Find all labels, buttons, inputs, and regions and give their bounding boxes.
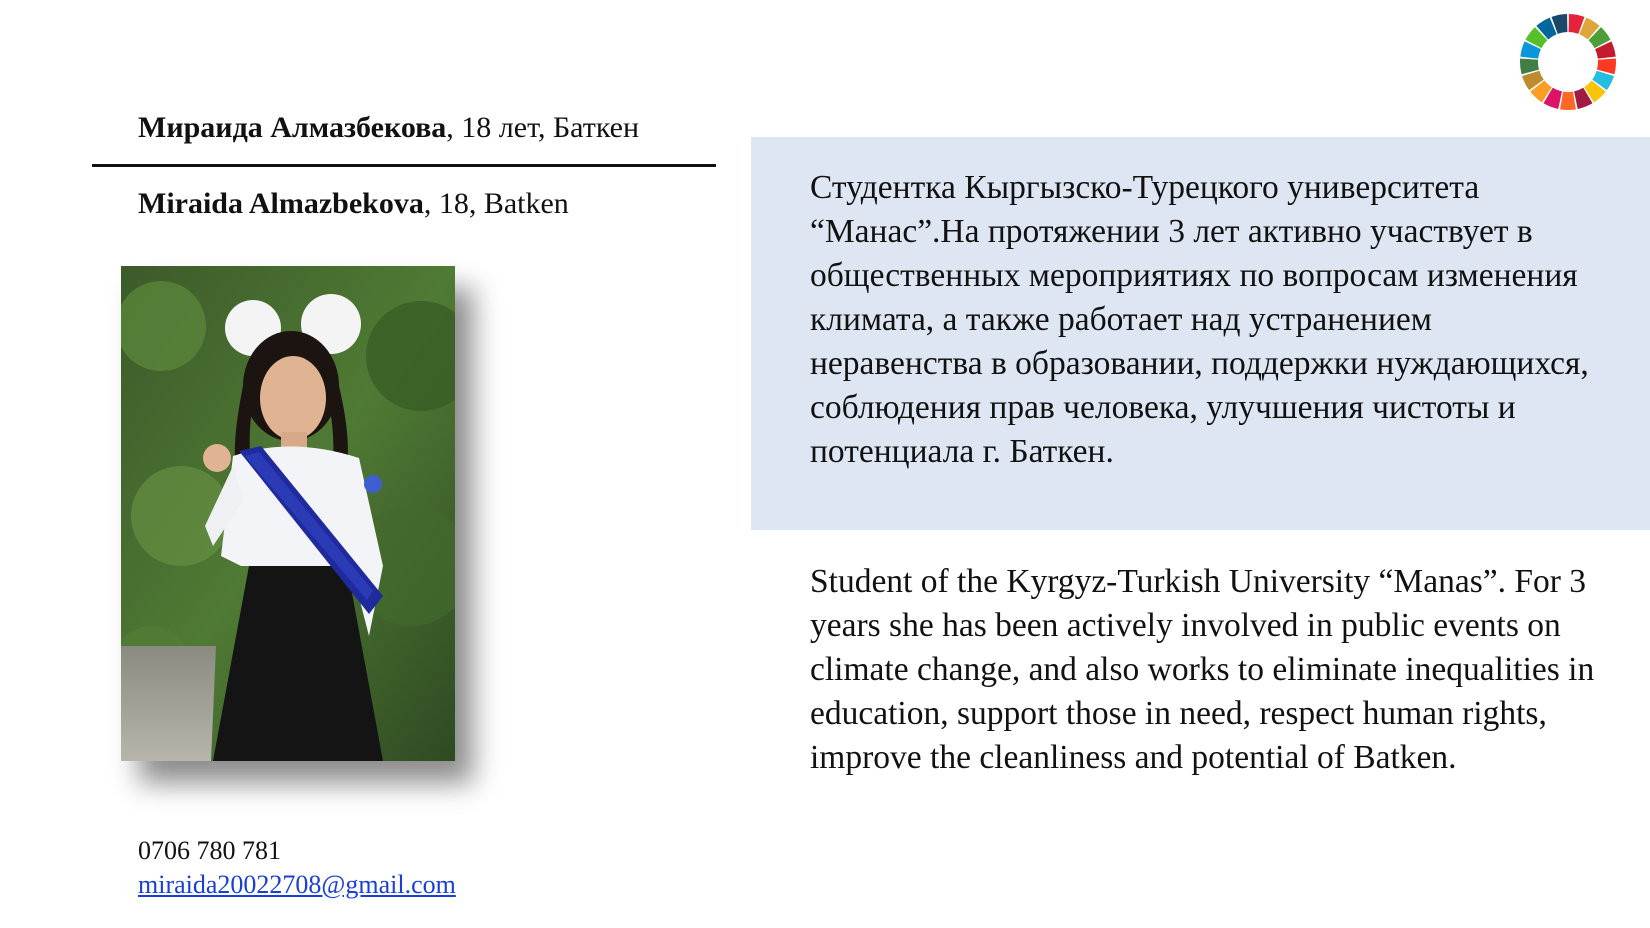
name-heading-en [138, 184, 569, 224]
portrait-photo [121, 266, 455, 761]
sdg-wheel-icon [1518, 12, 1618, 112]
details-ru: , 18 лет, Баткен [446, 111, 640, 144]
contact-info [138, 834, 456, 902]
name-ru: Мираида Алмазбекова [138, 111, 447, 144]
email-link[interactable]: miraida20022708@gmail.com [138, 870, 456, 899]
phone-number: 0706 780 781 [138, 836, 281, 865]
divider-line [92, 164, 716, 167]
details-en: , 18, Batken [423, 187, 569, 220]
name-heading-ru [138, 108, 639, 148]
sdg-wheel-segment [1560, 92, 1576, 110]
bio-ru-text: Студентка Кыргызско-Турецкого университета “Манас”.На протяжении 3 лет активно участвует в общественных мероприятиях по вопросам изменения климата, а также работает над устранением неравенства в образовании, поддержки нуждающихся, соблюдения прав человека, улучшения чистоты и потенциала г. Баткен. [810, 169, 1589, 470]
bio-en-text: Student of the Kyrgyz-Turkish University “Manas”. For 3 years she has been actively involved in public events on climate change, and also works to eliminate inequalities in education, support those in need, respect human rights, improve the cleanliness and potential of Batken. [810, 563, 1595, 776]
name-en: Miraida Almazbekova [138, 187, 424, 220]
